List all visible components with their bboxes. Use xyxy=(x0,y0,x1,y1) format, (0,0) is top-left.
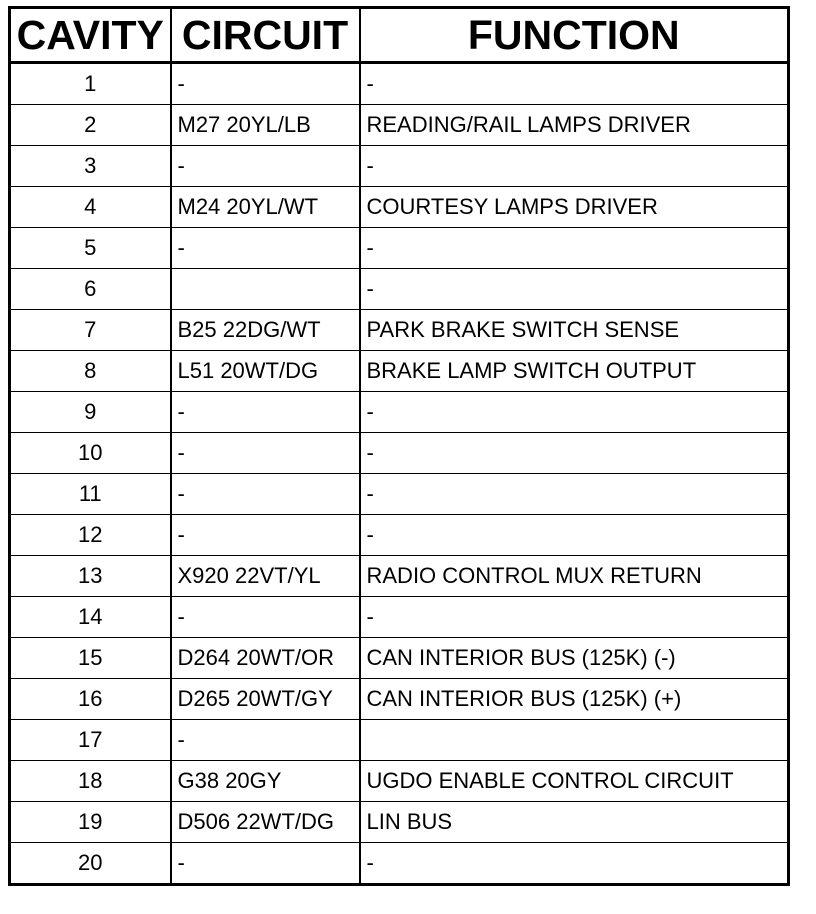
circuit-cell: - xyxy=(171,228,360,269)
header-circuit: CIRCUIT xyxy=(171,8,360,63)
circuit-cell: B25 22DG/WT xyxy=(171,310,360,351)
function-cell: - xyxy=(360,269,789,310)
cavity-cell: 14 xyxy=(10,597,171,638)
cavity-cell: 6 xyxy=(10,269,171,310)
table-body xyxy=(10,63,789,885)
table-header xyxy=(10,8,789,63)
cavity-cell: 20 xyxy=(10,843,171,885)
circuit-cell: - xyxy=(171,433,360,474)
cavity-cell: 18 xyxy=(10,761,171,802)
circuit-cell: G38 20GY xyxy=(171,761,360,802)
circuit-cell xyxy=(171,269,360,310)
circuit-cell: - xyxy=(171,146,360,187)
table-row xyxy=(10,63,789,105)
circuit-cell: D506 22WT/DG xyxy=(171,802,360,843)
function-cell: UGDO ENABLE CONTROL CIRCUIT xyxy=(360,761,789,802)
function-cell: CAN INTERIOR BUS (125K) (+) xyxy=(360,679,789,720)
circuit-cell: D265 20WT/GY xyxy=(171,679,360,720)
circuit-cell: M24 20YL/WT xyxy=(171,187,360,228)
function-cell: COURTESY LAMPS DRIVER xyxy=(360,187,789,228)
cavity-cell: 1 xyxy=(10,63,171,105)
table-row xyxy=(10,802,789,843)
table-row xyxy=(10,310,789,351)
cavity-cell: 2 xyxy=(10,105,171,146)
table-row xyxy=(10,843,789,885)
function-cell: - xyxy=(360,515,789,556)
cavity-cell: 9 xyxy=(10,392,171,433)
table-row xyxy=(10,269,789,310)
table-row xyxy=(10,228,789,269)
table-row xyxy=(10,720,789,761)
cavity-cell: 17 xyxy=(10,720,171,761)
function-cell: - xyxy=(360,146,789,187)
circuit-cell: D264 20WT/OR xyxy=(171,638,360,679)
function-cell: - xyxy=(360,597,789,638)
circuit-cell: - xyxy=(171,597,360,638)
connector-pinout-table xyxy=(8,6,790,886)
table-row xyxy=(10,105,789,146)
function-cell xyxy=(360,720,789,761)
table-row xyxy=(10,761,789,802)
circuit-cell: - xyxy=(171,843,360,885)
table-row xyxy=(10,187,789,228)
circuit-cell: - xyxy=(171,63,360,105)
cavity-cell: 8 xyxy=(10,351,171,392)
circuit-cell: - xyxy=(171,474,360,515)
circuit-cell: - xyxy=(171,720,360,761)
function-cell: LIN BUS xyxy=(360,802,789,843)
cavity-cell: 16 xyxy=(10,679,171,720)
function-cell: READING/RAIL LAMPS DRIVER xyxy=(360,105,789,146)
cavity-cell: 3 xyxy=(10,146,171,187)
table-row xyxy=(10,638,789,679)
cavity-cell: 12 xyxy=(10,515,171,556)
header-cavity: CAVITY xyxy=(10,8,171,63)
cavity-cell: 7 xyxy=(10,310,171,351)
circuit-cell: M27 20YL/LB xyxy=(171,105,360,146)
cavity-cell: 4 xyxy=(10,187,171,228)
function-cell: - xyxy=(360,474,789,515)
cavity-cell: 13 xyxy=(10,556,171,597)
circuit-cell: - xyxy=(171,392,360,433)
cavity-cell: 10 xyxy=(10,433,171,474)
table-row xyxy=(10,351,789,392)
table-row xyxy=(10,146,789,187)
header-row xyxy=(10,8,789,63)
table-row xyxy=(10,515,789,556)
function-cell: PARK BRAKE SWITCH SENSE xyxy=(360,310,789,351)
header-function: FUNCTION xyxy=(360,8,789,63)
function-cell: - xyxy=(360,843,789,885)
table-row xyxy=(10,679,789,720)
table-row xyxy=(10,433,789,474)
cavity-cell: 19 xyxy=(10,802,171,843)
cavity-cell: 11 xyxy=(10,474,171,515)
function-cell: - xyxy=(360,392,789,433)
function-cell: - xyxy=(360,228,789,269)
function-cell: BRAKE LAMP SWITCH OUTPUT xyxy=(360,351,789,392)
table-row xyxy=(10,474,789,515)
function-cell: - xyxy=(360,433,789,474)
cavity-cell: 15 xyxy=(10,638,171,679)
table-row xyxy=(10,392,789,433)
circuit-cell: X920 22VT/YL xyxy=(171,556,360,597)
function-cell: CAN INTERIOR BUS (125K) (-) xyxy=(360,638,789,679)
function-cell: RADIO CONTROL MUX RETURN xyxy=(360,556,789,597)
table-row xyxy=(10,556,789,597)
cavity-cell: 5 xyxy=(10,228,171,269)
circuit-cell: L51 20WT/DG xyxy=(171,351,360,392)
circuit-cell: - xyxy=(171,515,360,556)
table-row xyxy=(10,597,789,638)
function-cell: - xyxy=(360,63,789,105)
